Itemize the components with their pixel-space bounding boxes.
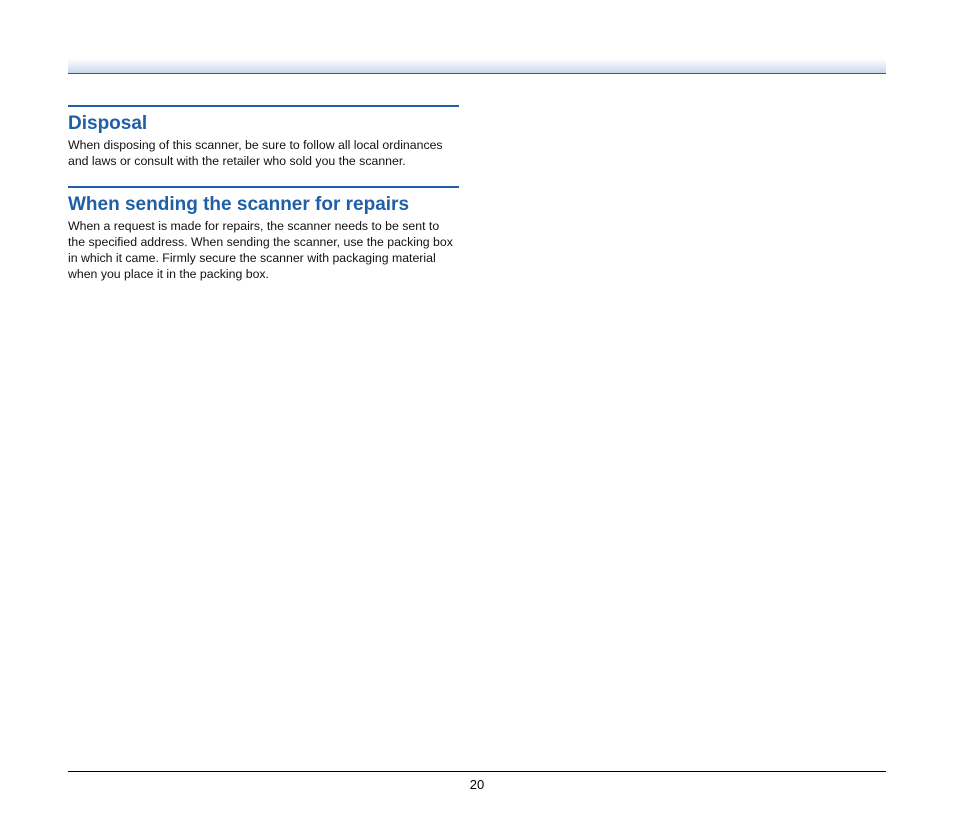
footer-rule	[68, 771, 886, 772]
section-heading: Disposal	[68, 113, 148, 134]
content-column	[68, 105, 459, 282]
section-disposal	[68, 105, 459, 169]
header-band	[68, 58, 886, 74]
section-body: When a request is made for repairs, the scanner needs to be sent to the specified address. When sending the scanner, use the packing box in which it came. Firmly secure the scanner with packaging material when you place it in the packing box.	[68, 219, 453, 281]
section-heading: When sending the scanner for repairs	[68, 194, 410, 215]
page-number: 20	[469, 777, 485, 792]
section-repairs	[68, 186, 459, 282]
section-body: When disposing of this scanner, be sure to follow all local ordinances and laws or consult with the retailer who sold you the scanner.	[68, 138, 443, 168]
